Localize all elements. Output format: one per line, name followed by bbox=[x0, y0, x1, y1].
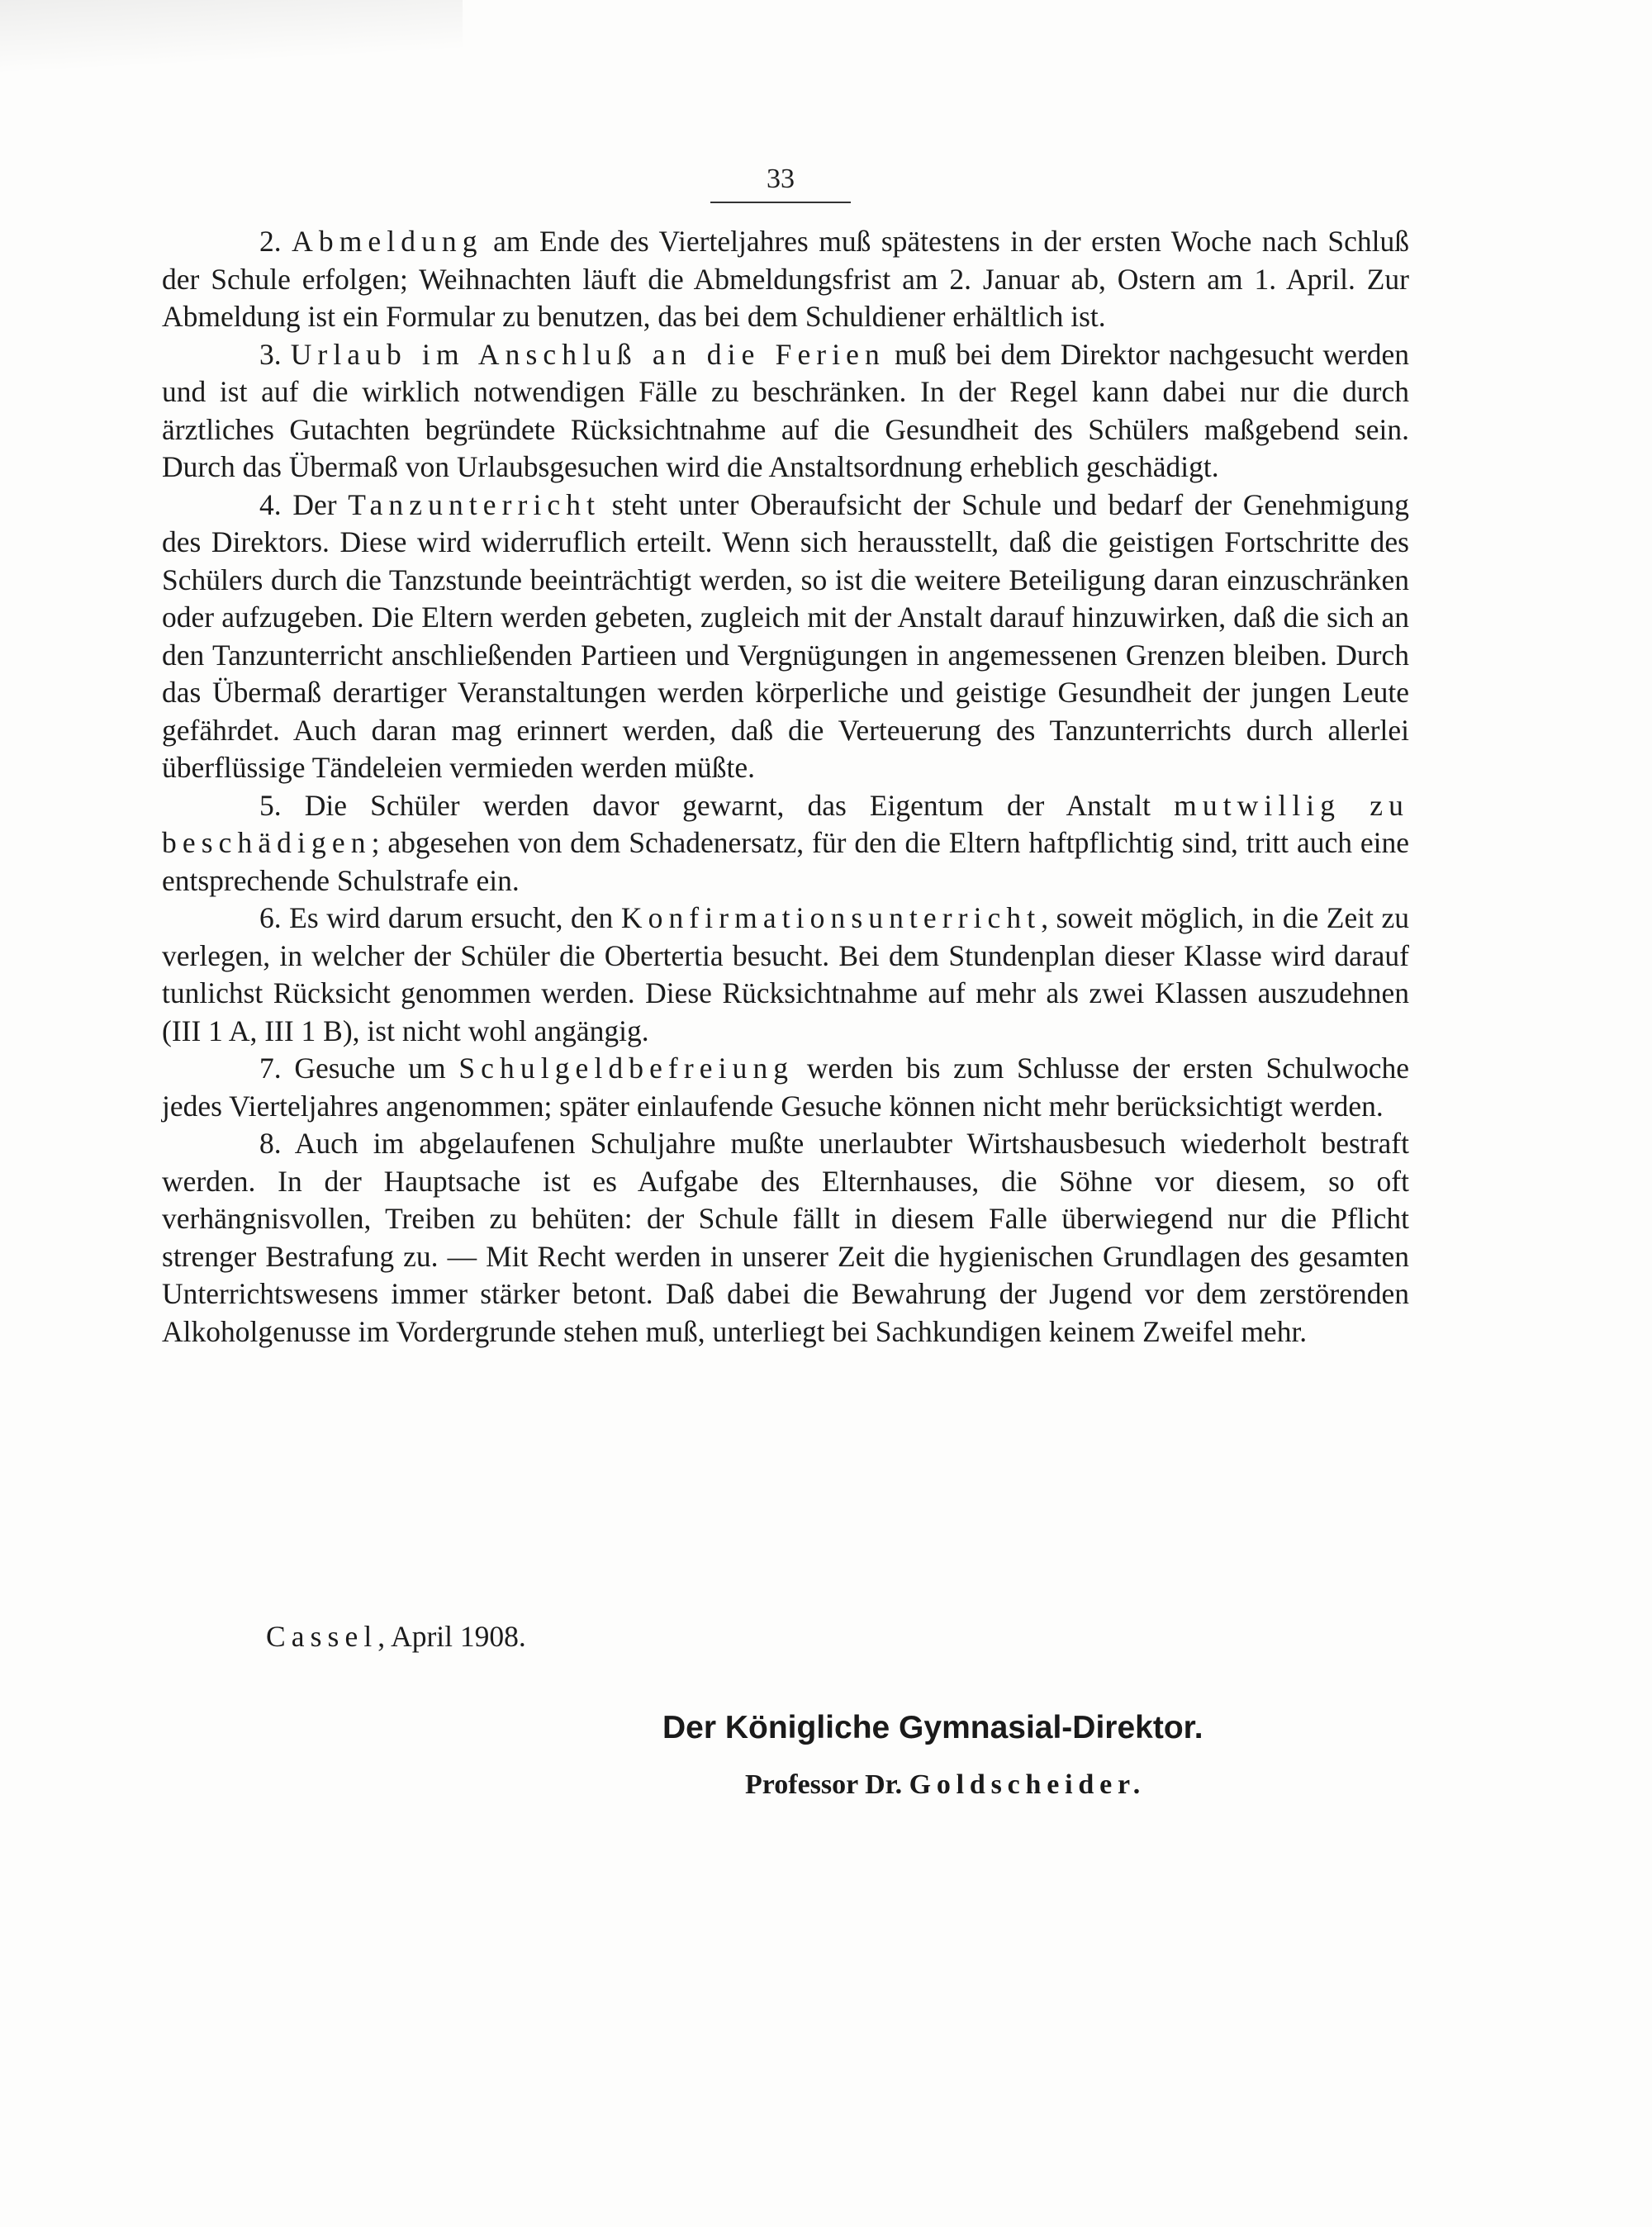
paragraph-text: werden bis zum Schlusse der ersten Schulwoche jedes Vierteljahres angenommen; später einlaufende Gesuche können nicht mehr berücksichtigt werden. bbox=[162, 1052, 1409, 1123]
spaced-term: Abmeldung bbox=[292, 225, 483, 258]
paragraph bbox=[162, 787, 1409, 900]
paragraph-text: , soweit möglich, in die Zeit zu verlegen, in welcher der Schüler die Obertertia besucht. Bei dem Stundenplan dieser Klasse wird darauf tunlichst Rücksicht genommen werden. Diese Rücksichtnahme auf mehr als zwei Klassen auszudehnen (III 1 A, III 1 B), ist nicht wohl angängig. bbox=[162, 901, 1409, 1047]
paragraph-text: 7. Gesuche um bbox=[259, 1052, 459, 1085]
paragraph bbox=[162, 487, 1409, 787]
paragraph bbox=[162, 223, 1409, 336]
signature-name bbox=[745, 1769, 1146, 1801]
signature-title: Der Königliche Gymnasial-Direktor. bbox=[662, 1710, 1203, 1745]
paragraph-text: steht unter Oberaufsicht der Schule und bedarf der Genehmigung des Direktors. Diese wird widerruflich erteilt. Wenn sich herausstellt, daß die geistigen Fortschritte des Schülers durch die Tanzstunde beeinträchtigt werden, so ist die weitere Beteiligung daran einzuschränken oder aufzugeben. Die Eltern werden gebeten, zugleich mit der Anstalt darauf hinzuwirken, daß die sich an den Tanzunterricht anschließenden Partieen und Vergnügungen in angemessenen Grenzen bleiben. Durch das Übermaß derartiger Veranstaltungen werden körperliche und geistige Gesundheit der jungen Leute gefährdet. Auch daran mag erinnert werden, daß die Verteuerung des Tanzunterrichts durch allerlei überflüssige Tändeleien vermieden werden müßte. bbox=[162, 487, 1410, 784]
paragraph bbox=[162, 900, 1409, 1050]
paragraph-text: 5. Die Schüler werden davor gewarnt, das Eigentum der Anstalt bbox=[259, 788, 1175, 822]
closing-place-date bbox=[266, 1619, 526, 1654]
paragraph-text: 6. Es wird darum ersucht, den bbox=[259, 901, 621, 934]
paragraph-text: 8. Auch im abgelaufenen Schuljahre mußte unerlaubter Wirtshausbesuch wiederholt bestraft werden. In der Hauptsache ist es Aufgabe des Elternhauses, die Söhne vor diesem, so oft verhängnisvollen, Treiben zu behüten: der Schule fällt in diesem Falle überwiegend nur die Pflicht strenger Bestrafung zu. — Mit Recht werden in unserer Zeit die hygienischen Grundlagen des gesamten Unterrichtswesens immer stärker betont. Daß dabei die Bewahrung der Jugend vor dem zerstörenden Alkoholgenusse im Vordergrunde stehen muß, unterliegt bei Sachkundigen keinem Zweifel mehr. bbox=[162, 1127, 1409, 1348]
spaced-term: Konfirmationsunterricht bbox=[620, 901, 1042, 934]
paragraph bbox=[162, 1125, 1409, 1351]
spaced-term: Tanzunterricht bbox=[348, 487, 601, 521]
spaced-term: Urlaub im Anschluß an die Ferien bbox=[290, 337, 885, 371]
page-number: 33 bbox=[710, 164, 851, 203]
spaced-term: mutwillig zu beschädigen bbox=[162, 788, 1409, 859]
paragraph-text: 4. Der bbox=[259, 487, 349, 521]
paragraph-text: ; abgesehen von dem Schadenersatz, für den die Eltern haftpflichtig sind, tritt auch eine entsprechende Schulstrafe ein. bbox=[162, 826, 1409, 897]
spaced-term: Schulgeldbefreiung bbox=[458, 1052, 795, 1085]
paragraph bbox=[162, 1050, 1409, 1125]
paragraph-text: am Ende des Vierteljahres muß spätestens in der ersten Woche nach Schluß der Schule erfolgen; Weihnachten läuft die Abmeldungsfrist am 2. Januar ab, Ostern am 1. April. Zur Abmeldung ist ein Formular zu benutzen, das bei dem Schuldiener erhältlich ist. bbox=[162, 225, 1409, 333]
paragraph-text: 2. bbox=[259, 225, 292, 258]
paragraph bbox=[162, 336, 1409, 487]
scan-shadow bbox=[0, 0, 463, 74]
paragraph-text: 3. bbox=[259, 337, 291, 371]
closing-date: , April 1908. bbox=[377, 1620, 526, 1653]
body-text bbox=[162, 223, 1409, 1351]
signature-prefix: Professor Dr. bbox=[745, 1769, 909, 1800]
paragraph-text: muß bei dem Direktor nachgesucht werden und ist auf die wirklich notwendigen Fälle zu beschränken. In der Regel kann dabei nur die durch ärztliches Gutachten begründete Rücksichtnahme auf die Gesundheit des Schülers maßgebend sein. Durch das Übermaß von Urlaubsgesuchen wird die Anstaltsordnung erheblich geschädigt. bbox=[162, 337, 1410, 483]
signature-surname: Goldscheider. bbox=[909, 1769, 1146, 1800]
closing-place: Cassel bbox=[266, 1620, 378, 1653]
